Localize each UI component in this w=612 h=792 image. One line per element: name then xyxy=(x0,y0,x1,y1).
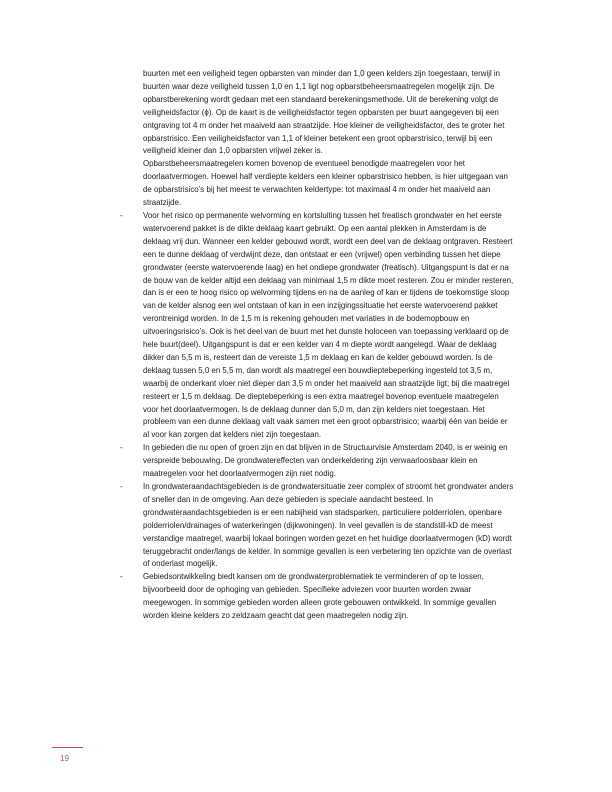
intro-paragraph: buurten met een veiligheid tegen opbarsten van minder dan 1,0 geen kelders zijn toegestaan, terwijl in buurten waar deze veiligheid tussen 1,0 en 1,1 ligt nog opbarstbeheersmaatregelen mogelijk zijn. De opbarstberekening wordt gedaan met een standaard berekeningsmethode. Uit de berekening volgt de veiligheidsfactor (ϕ). Op de kaart is de veiligheidsfactor tegen opbarsten per buurt aangegeven bij een ontgraving tot 4 m onder het maaiveld aan straatzijde. Hoe kleiner de veiligheidsfactor, des te groter het opbarstrisico. Een veiligheidsfactor van 1,1 of kleiner betekent een groot opbarstrisico, terwijl bij een veiligheid kleiner dan 1,0 opbarsten vrijwel zeker is. xyxy=(143,69,505,156)
footer-divider xyxy=(52,747,83,748)
list-item-text: Voor het risico op permanente welvorming en kortsluiting tussen het freatisch grondwater en het eerste watervoerend pakket is de dikte deklaag kaart gebruikt. Op een aantal plekken in Amsterdam is de deklaag vrij dun. Wanneer een kelder gebouwd wordt, wordt een deel van de deklaag ontgraven. Resteert een te dunne deklaag of verdwijnt deze, dan ontstaat er een (vrijwel) open verbinding tussen het diepe grondwater (eerste watervoerende laag) en het ondiepe grondwater (freatisch). Uitgangspunt is dat er na de bouw van de kelder altijd een deklaag van minimaal 1,5 m dikte moet resteren. Zou er minder resteren, dan is er een te hoog risico op welvorming tijdens en na de aanleg of kan er tijdens de toekomstige sloop van de kelder alsnog een wel ontstaan of kan in een inzijgingssituatie het eerste watervoerend pakket verontreinigd worden. In de 1,5 m is rekening gehouden met variaties in de bodemopbouw en uitvoeringsrisico’s. Ook is het deel van de buurt met het dunste holoceen van toepassing verklaard op de hele buurt(deel). Uitgangspunt is dat er een kelder van 4 m diepte wordt aangelegd. Waar de deklaag dikker dan 5,5 m is, resteert dan de vereiste 1,5 m deklaag en kan de kelder gebouwd worden. Is de deklaag tussen 5,0 en 5,5 m, dan wordt als maatregel een bouwdieptebeperking ingesteld tot 3,5 m, waarbij de onderkant vloer niet dieper dan 3,5 m onder het maaiveld aan straatzijde ligt; bij die maatregel resteert er 1,5 m deklaag. De dieptebeperking is een extra maatregel bovenop eventuele maatregelen voor het doorlaatvermogen. Is de deklaag dunner dan 5,0 m, dan zijn kelders niet toegestaan. Het probleem van een dunne deklaag valt vaak samen met een groot opbarstrisico; waarbij één van beide er al voor kan zorgen dat kelders niet zijn toegestaan. xyxy=(143,210,514,440)
list-item xyxy=(120,571,515,623)
page-number: 19 xyxy=(60,754,69,763)
list-item-text: In grondwateraandachtsgebieden is de grondwatersituatie zeer complex of stroomt het grondwater anders of sneller dan in de omgeving. Aan deze gebieden is speciale aandacht besteed. In grondwateraandachtsgebieden is er een nabijheid van stadsparken, particuliere polderriolen, openbare polderriolen/drainages of waterkeringen (dijkwoningen). In veel gevallen is de standstill-kD de meest verstandige maatregel, waarbij lokaal boringen worden gezet en het huidige doorlaatvermogen (kD) wordt teruggebracht onder/langs de kelder. In sommige gevallen is een verbetering ten opzichte van de overlast of onderlast mogelijk. xyxy=(143,482,514,569)
list-item xyxy=(120,442,515,481)
bullet-dash: - xyxy=(120,482,123,491)
document-body xyxy=(120,68,515,623)
bullet-list xyxy=(120,210,515,623)
bullet-dash: - xyxy=(120,443,123,453)
list-item-text: Gebiedsontwikkeling biedt kansen om de grondwaterproblematiek te verminderen of op te lossen, bijvoorbeeld door de ophoging van gebieden. Specifieke adviezen voor buurten worden zwaar meegewogen. In sommige gebieden worden alleen grote gebouwen ontwikkeld. In sommige gevallen worden kleine kelders zo zeldzaam geacht dat geen maatregelen nodig zijn. xyxy=(143,572,497,621)
list-item xyxy=(120,210,515,442)
intro-paragraph: Opbarstbeheersmaatregelen komen bovenop de eventueel benodigde maatregelen voor het doorlaatvermogen. Hoewel half verdiepte kelders een kleiner opbarstrisico hebben, is hier uitgegaan van de opbarstrisico’s bij het meest te verwachten keldertype: tot maximaal 4 m onder het maaiveld aan straatzijde. xyxy=(143,159,508,208)
list-item-text: In gebieden die nu open of groen zijn en dat blijven in de Structuurvisie Amsterdam 2040, is er weinig en verspreide bebouwing. De grondwatereffecten van onderkeldering zijn verwaarloosbaar klein en maatregelen voor het doorlaatvermogen zijn niet nodig. xyxy=(143,443,508,479)
list-item xyxy=(120,481,515,571)
bullet-dash: - xyxy=(120,572,123,582)
bullet-dash: - xyxy=(120,210,123,220)
